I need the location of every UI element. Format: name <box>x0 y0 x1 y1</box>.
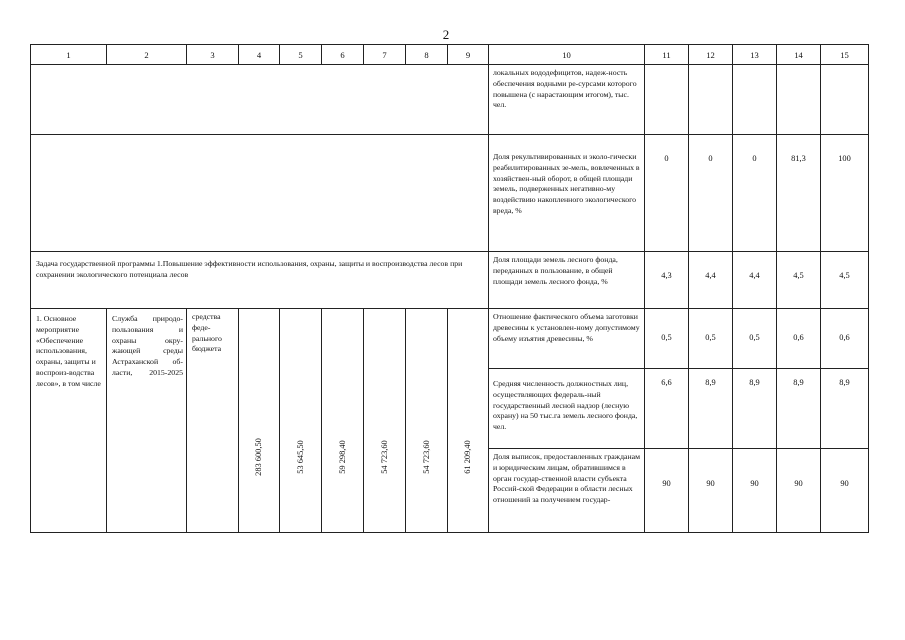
amount-cell <box>239 309 280 533</box>
value-text: 90 <box>750 479 759 488</box>
value-cell <box>733 135 777 252</box>
indicator-cell: Доля выписок, предоставленных гражданам и юридическим лицам, обратившимся в орган государ-ственной власти субъекта Россий-ской Федерации в области лесных отношений за получением государ- <box>489 449 645 533</box>
value-text: 90 <box>662 479 671 488</box>
task-cell: Задача государственной программы 1.Повышение эффективности использования, охраны, защиты и воспроизводства лесов при сохранении экологического потенциала лесов <box>31 252 489 309</box>
column-header: 8 <box>406 45 448 65</box>
value-cell <box>645 449 689 533</box>
value-cell <box>733 369 777 449</box>
value-cell <box>689 369 733 449</box>
value-cell <box>689 309 733 369</box>
value-text: 0,5 <box>705 333 716 343</box>
value-text: 0 <box>708 154 713 163</box>
value-text: 0,5 <box>749 333 760 343</box>
empty-cell <box>689 65 733 135</box>
value-cell <box>821 369 869 449</box>
indicator-cell: Отношение фактического объема заготовки древесины к установлен-ному допустимому объему изъятия древесины, % <box>489 309 645 369</box>
column-header: 15 <box>821 45 869 65</box>
value-text: 4,5 <box>793 271 804 280</box>
value-text: 0 <box>752 154 757 163</box>
column-header: 13 <box>733 45 777 65</box>
value-text: 0 <box>664 154 669 163</box>
value-cell <box>777 449 821 533</box>
value-text: 0,6 <box>839 333 850 343</box>
value-cell <box>777 369 821 449</box>
value-text: 4,3 <box>661 271 672 280</box>
value-text: 90 <box>706 479 715 488</box>
indicator-cell: Доля рекультивированных и эколо-гически реабилитированных зе-мель, вовлеченных в хозяйствен-ный оборот, в общей площади земель, подверженных негативно-му воздействию накопленного экологического вреда, % <box>489 135 645 252</box>
column-header: 12 <box>689 45 733 65</box>
indicator-cell: Доля площади земель лесного фонда, переданных в пользование, в общей площади земель лесного фонда, % <box>489 252 645 309</box>
value-cell <box>733 309 777 369</box>
value-cell <box>645 252 689 309</box>
value-cell <box>821 449 869 533</box>
value-text: 8,9 <box>839 378 850 387</box>
value-text: 8,9 <box>749 378 760 387</box>
column-header: 7 <box>364 45 406 65</box>
value-text: 0,6 <box>793 333 804 343</box>
column-header: 10 <box>489 45 645 65</box>
amount-text: 283 600,50 <box>254 438 263 476</box>
column-header-row <box>31 45 869 65</box>
value-cell <box>733 252 777 309</box>
table-row <box>31 135 869 252</box>
indicator-cell: Средняя численность должностных лиц, осуществляющих федераль-ный государственный лесной надзор (лесную охрану) на 50 тыс.га земель лесного фонда, чел. <box>489 369 645 449</box>
table-row <box>31 65 869 135</box>
empty-cell <box>777 65 821 135</box>
value-text: 100 <box>838 154 851 163</box>
table-row <box>31 309 869 369</box>
column-header: 3 <box>187 45 239 65</box>
value-text: 6,6 <box>661 378 672 387</box>
value-cell <box>777 252 821 309</box>
measure-name-cell: 1. Основное мероприятие «Обеспечение использования, охраны, защиты и воспроиз-водства лесов», в том числе <box>31 309 107 533</box>
empty-cell <box>645 65 689 135</box>
value-cell <box>645 135 689 252</box>
column-header: 9 <box>448 45 489 65</box>
amount-cell <box>280 309 322 533</box>
amount-text: 59 298,40 <box>337 440 347 474</box>
indicator-cell: локальных вододефицитов, надеж-ность обеспечения водными ре-сурсами которого повышена (с нарастающим итогом), тыс. чел. <box>489 65 645 135</box>
empty-cell <box>733 65 777 135</box>
value-cell <box>777 135 821 252</box>
amount-cell <box>364 309 406 533</box>
table-row <box>31 252 869 309</box>
column-header: 11 <box>645 45 689 65</box>
value-text: 81,3 <box>791 154 806 163</box>
value-text: 90 <box>794 479 803 488</box>
program-table <box>30 44 869 533</box>
funding-source-cell: средства феде-рального бюджета <box>187 309 239 533</box>
value-cell <box>821 135 869 252</box>
value-text: 4,4 <box>749 271 760 280</box>
empty-cell <box>821 65 869 135</box>
amount-cell <box>406 309 448 533</box>
column-header: 14 <box>777 45 821 65</box>
column-header: 5 <box>280 45 322 65</box>
amount-text: 54 723,60 <box>421 440 431 474</box>
value-cell <box>777 309 821 369</box>
amount-text: 53 645,50 <box>295 440 305 474</box>
value-cell <box>645 369 689 449</box>
column-header: 1 <box>31 45 107 65</box>
empty-cell <box>31 65 489 135</box>
amount-cell <box>448 309 489 533</box>
value-cell <box>689 135 733 252</box>
amount-text: 61 209,40 <box>463 440 472 474</box>
value-text: 8,9 <box>705 378 716 387</box>
column-header: 6 <box>322 45 364 65</box>
value-text: 4,5 <box>839 271 850 280</box>
empty-cell <box>31 135 489 252</box>
amount-text: 54 723,60 <box>379 440 389 474</box>
value-text: 4,4 <box>705 271 716 280</box>
value-text: 90 <box>840 479 849 488</box>
value-cell <box>733 449 777 533</box>
column-header: 4 <box>239 45 280 65</box>
amount-cell <box>322 309 364 533</box>
value-cell <box>689 252 733 309</box>
value-cell <box>645 309 689 369</box>
column-header: 2 <box>107 45 187 65</box>
value-cell <box>821 309 869 369</box>
value-text: 8,9 <box>793 378 804 387</box>
page-number: 2 <box>442 27 450 42</box>
value-cell <box>821 252 869 309</box>
value-text: 0,5 <box>661 333 672 343</box>
value-cell <box>689 449 733 533</box>
executor-cell: Служба природо-пользования и охраны окру-жающей среды Астраханской об-ласти, 2015-2025 <box>107 309 187 533</box>
